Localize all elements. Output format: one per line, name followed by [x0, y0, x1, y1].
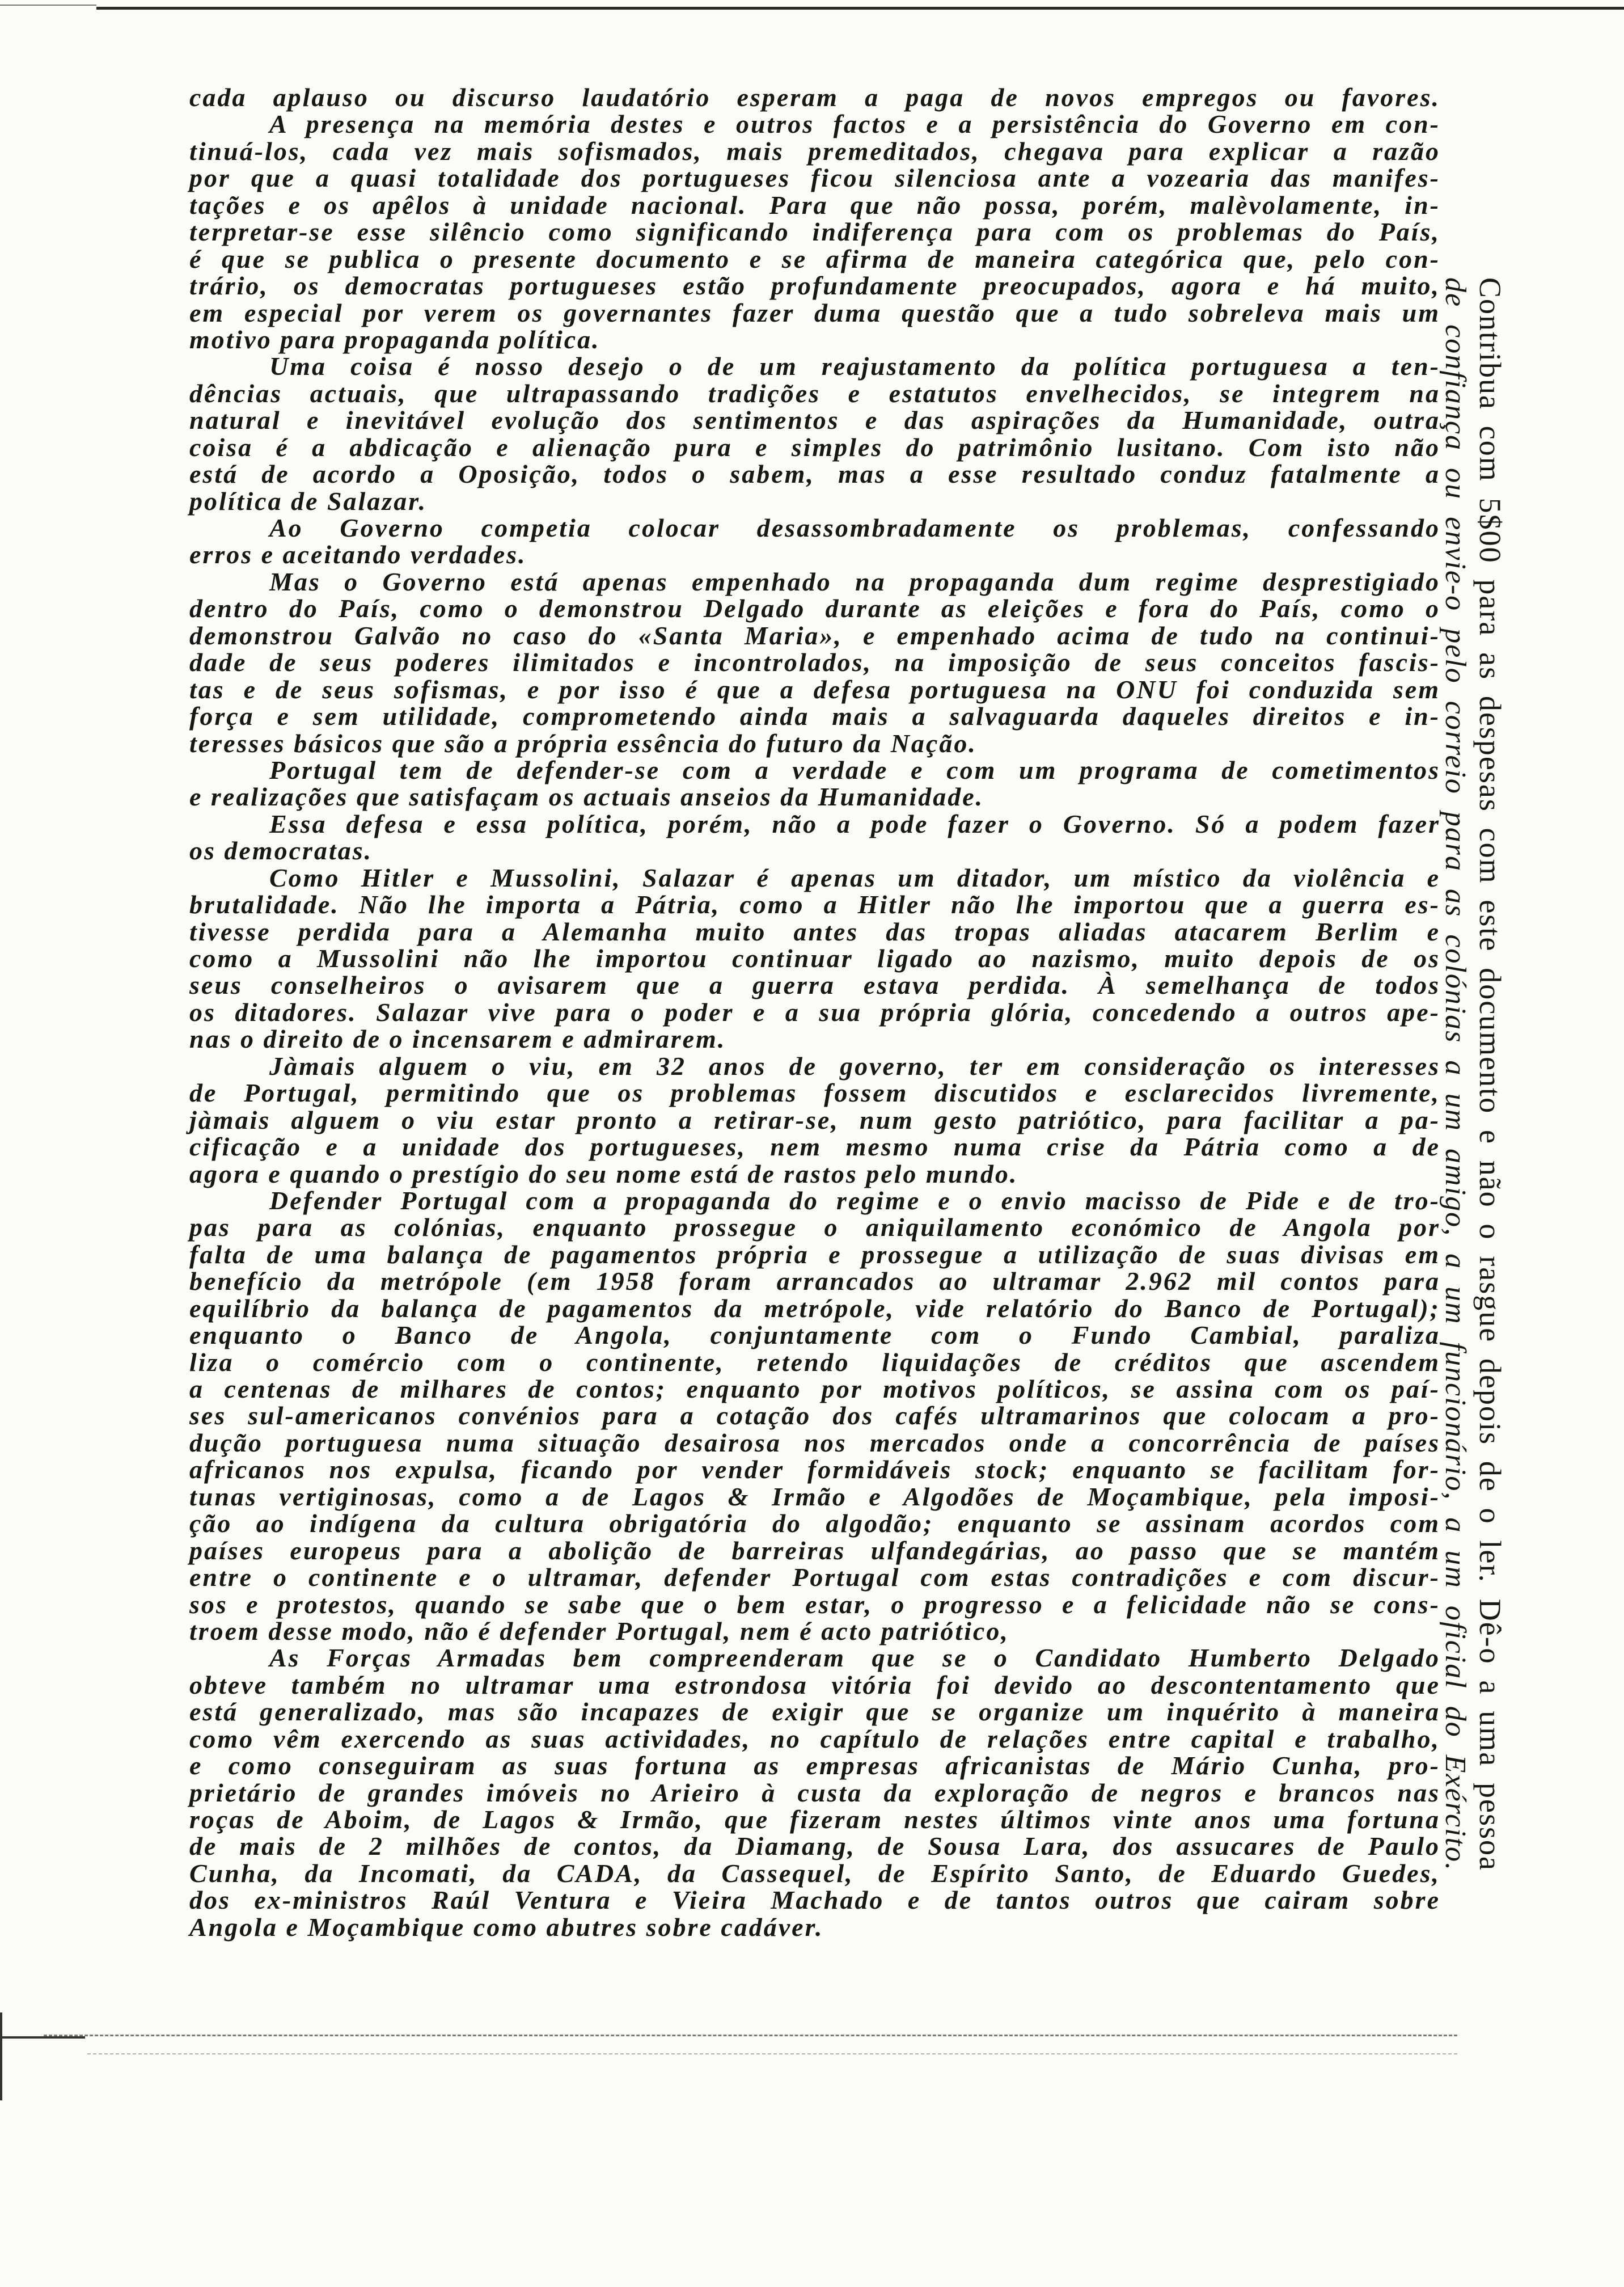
text-line: está generalizado, mas são incapazes de exigir que se organize um inquérito à maneira: [189, 1697, 1440, 1727]
text-line: motivo para propaganda política.: [189, 324, 600, 354]
text-line: cada aplauso ou discurso laudatório esperam a paga de novos empregos ou favores.: [189, 83, 1440, 112]
text-line: Defender Portugal com a propaganda do regime e o envio macisso de Pide e de tro-: [269, 1185, 1440, 1215]
text-line: dentro do País, como o demonstrou Delgado durante as eleições e fora do País, como o: [189, 594, 1440, 623]
text-line: terpretar-se esse silêncio como significando indiferença para com os problemas do País,: [189, 217, 1440, 247]
text-line: Uma coisa é nosso desejo o de um reajustamento da política portuguesa a ten-: [269, 352, 1440, 381]
paragraph: [189, 568, 1440, 757]
text-line: sos e protestos, quando se sabe que o bem estar, o progresso e a felicidade não se cons-: [189, 1589, 1440, 1619]
text-line: nas o direito de o incensarem e admirarem.: [189, 1024, 726, 1054]
text-line: pas para as colónias, enquanto prossegue o aniquilamento económico de Angola por: [189, 1213, 1440, 1242]
paragraph: [189, 84, 1440, 111]
text-line: As Forças Armadas bem compreenderam que se o Candidato Humberto Delgado: [269, 1643, 1440, 1673]
text-line: dade de seus poderes ilimitados e incontrolados, na imposição de seus conceitos fascis-: [189, 648, 1440, 677]
text-line: política de Salazar.: [189, 486, 428, 516]
text-line: por que a quasi totalidade dos portugueses ficou silenciosa ante a vozearia das manifes-: [189, 163, 1440, 193]
paragraph: [189, 864, 1440, 1053]
text-line: dução portuguesa numa situação desairosa nos mercados onde a concorrência de países: [189, 1428, 1440, 1457]
text-line: roças de Aboim, de Lagos & Irmão, que fizeram nestes últimos vinte anos uma fortuna: [189, 1805, 1440, 1834]
text-line: força e sem utilidade, comprometendo ainda mais a salvaguarda daqueles direitos e in-: [189, 702, 1440, 731]
text-line: agora e quando o prestígio do seu nome está de rastos pelo mundo.: [189, 1159, 1018, 1188]
text-line: equilíbrio da balança de pagamentos da metrópole, vide relatório do Banco de Portugal);: [189, 1293, 1440, 1323]
margin-note-line: de confiança ou envie-o pelo correio para as colónias a um amigo, a um funcionário, a um oficial do Exército.: [1439, 277, 1471, 1871]
text-line: Jàmais alguem o viu, em 32 anos de governo, ter em consideração os interesses: [269, 1051, 1440, 1081]
text-line: Ao Governo competia colocar desassombradamente os problemas, confessando: [269, 513, 1440, 542]
text-line: a centenas de milhares de contos; enquanto por motivos políticos, se assina com os paí-: [189, 1374, 1440, 1403]
scan-border-top: [96, 7, 1624, 10]
text-line: de mais de 2 milhões de contos, da Diamang, de Sousa Lara, dos assucares de Paulo: [189, 1832, 1440, 1861]
margin-note-line: Contribua com 5$00 para as despesas com este documento e não o rasgue depois de o ler. Dê-o a uma pessoa: [1473, 277, 1507, 1871]
document-body: [189, 84, 1440, 1940]
text-line: os democratas.: [189, 836, 373, 866]
scan-edge-left: [0, 2012, 2, 2100]
text-line: coisa é a abdicação e alienação pura e simples do patrimônio lusitano. Com isto não: [189, 432, 1440, 462]
text-line: ses sul-americanos convénios para a cotação dos cafés ultramarinos que colocam a pro-: [189, 1401, 1440, 1431]
paragraph: [189, 1187, 1440, 1644]
paragraph: [189, 811, 1440, 864]
text-line: africanos nos expulsa, ficando por vender formidáveis stock; enquanto se facilitam for-: [189, 1455, 1440, 1484]
text-line: e realizações que satisfaçam os actuais anseios da Humanidade.: [189, 782, 984, 812]
paragraph: [189, 1644, 1440, 1940]
text-line: benefício da metrópole (em 1958 foram arrancados ao ultramar 2.962 mil contos para: [189, 1267, 1440, 1296]
text-line: entre o continente e o ultramar, defender Portugal com estas contradições e com discur-: [189, 1563, 1440, 1592]
text-line: seus conselheiros o avisarem que a guerra estava perdida. À semelhança de todos: [189, 971, 1440, 1000]
text-line: como a Mussolini não lhe importou continuar ligado ao nazismo, muito depois de os: [189, 944, 1440, 973]
text-line: falta de uma balança de pagamentos própria e prossegue a utilização de suas divisas em: [189, 1239, 1440, 1269]
scan-rule-bottom-faint: [87, 2053, 1457, 2054]
text-line: ção ao indígena da cultura obrigatória do algodão; enquanto se assinam acordos com: [189, 1509, 1440, 1538]
text-line: Essa defesa e essa política, porém, não a pode fazer o Governo. Só a podem fazer: [269, 809, 1440, 838]
text-line: países europeus para a abolição de barreiras ulfandegárias, ao passo que se mantém: [189, 1535, 1440, 1565]
text-line: liza o comércio com o continente, retendo liquidações de créditos que ascendem: [189, 1347, 1440, 1377]
text-line: troem desse modo, não é defender Portugal, nem é acto patriótico,: [189, 1616, 1009, 1645]
paragraph: [189, 111, 1440, 353]
margin-note-vertical: [1437, 277, 1508, 1871]
text-line: Portugal tem de defender-se com a verdade e com um programa de cometimentos: [269, 755, 1440, 784]
paragraph: [189, 1053, 1440, 1187]
text-line: dos ex-ministros Raúl Ventura e Vieira Machado e de tantos outros que cairam sobre: [189, 1885, 1440, 1915]
text-line: Como Hitler e Mussolini, Salazar é apenas um ditador, um místico da violência e: [269, 863, 1440, 892]
text-line: como vêm exercendo as suas actividades, no capítulo de relações entre capital e trabalho,: [189, 1724, 1440, 1753]
text-line: tivesse perdida para a Alemanha muito antes das tropas aliadas atacarem Berlim e: [189, 917, 1440, 946]
text-line: em especial por verem os governantes fazer duma questão que a tudo sobreleva mais um: [189, 298, 1440, 327]
scan-rule-bottom: [44, 2035, 1457, 2036]
text-line: e como conseguiram as suas fortuna as empresas africanistas de Mário Cunha, pro-: [189, 1751, 1440, 1780]
text-line: de Portugal, permitindo que os problemas fossem discutidos e esclarecidos livremente,: [189, 1078, 1440, 1108]
text-line: tunas vertiginosas, como a de Lagos & Irmão e Algodões de Moçambique, pela imposi-: [189, 1482, 1440, 1511]
paragraph: [189, 353, 1440, 514]
text-line: natural e inevitável evolução dos sentimentos e das aspirações da Humanidade, outra: [189, 406, 1440, 435]
text-line: Angola e Moçambique como abutres sobre cadáver.: [189, 1912, 824, 1942]
paragraph: [189, 514, 1440, 568]
paragraph: [189, 757, 1440, 811]
text-line: tinuá-los, cada vez mais sofismados, mais premeditados, chegava para explicar a razão: [189, 136, 1440, 166]
text-line: dências actuais, que ultrapassando tradições e estatutos envelhecidos, se integrem na: [189, 378, 1440, 408]
text-line: A presença na memória destes e outros factos e a persistência do Governo em con-: [269, 109, 1440, 139]
text-line: teresses básicos que são a própria essência do futuro da Nação.: [189, 728, 977, 758]
text-line: erros e aceitando verdades.: [189, 540, 527, 569]
text-line: tações e os apêlos à unidade nacional. Para que não possa, porém, malèvolamente, in-: [189, 190, 1440, 220]
text-line: jàmais alguem o viu estar pronto a retirar-se, num gesto patriótico, para facilitar a pa-: [189, 1105, 1440, 1134]
scan-border-top-thin: [0, 5, 96, 6]
text-line: enquanto o Banco de Angola, conjuntamente com o Fundo Cambial, paraliza: [189, 1320, 1440, 1350]
text-line: trário, os democratas portugueses estão profundamente preocupados, agora e há muito,: [189, 271, 1440, 301]
text-line: está de acordo a Oposição, todos o sabem, mas a esse resultado conduz fatalmente a: [189, 459, 1440, 489]
text-line: prietário de grandes imóveis no Arieiro à custa da exploração de negros e brancos nas: [189, 1778, 1440, 1807]
text-line: tas e de seus sofismas, e por isso é que a defesa portuguesa na ONU foi conduzida sem: [189, 674, 1440, 704]
text-line: demonstrou Galvão no caso do «Santa Maria», e empenhado acima de tudo na continui-: [189, 621, 1440, 650]
text-line: cificação e a unidade dos portugueses, nem mesmo numa crise da Pátria como a de: [189, 1132, 1440, 1162]
text-line: é que se publica o presente documento e se afirma de maneira categórica que, pelo con-: [189, 244, 1440, 273]
text-line: Mas o Governo está apenas empenhado na propaganda dum regime desprestigiado: [269, 567, 1440, 596]
text-line: obteve também no ultramar uma estrondosa vitória foi devido ao descontentamento que: [189, 1670, 1440, 1699]
text-line: Cunha, da Incomati, da CADA, da Cassequel, de Espírito Santo, de Eduardo Guedes,: [189, 1858, 1440, 1888]
scan-edge-tick: [0, 2036, 85, 2039]
text-line: brutalidade. Não lhe importa a Pátria, como a Hitler não lhe importou que a guerra es-: [189, 890, 1440, 919]
text-line: os ditadores. Salazar vive para o poder e a sua própria glória, concedendo a outros ape-: [189, 997, 1440, 1027]
